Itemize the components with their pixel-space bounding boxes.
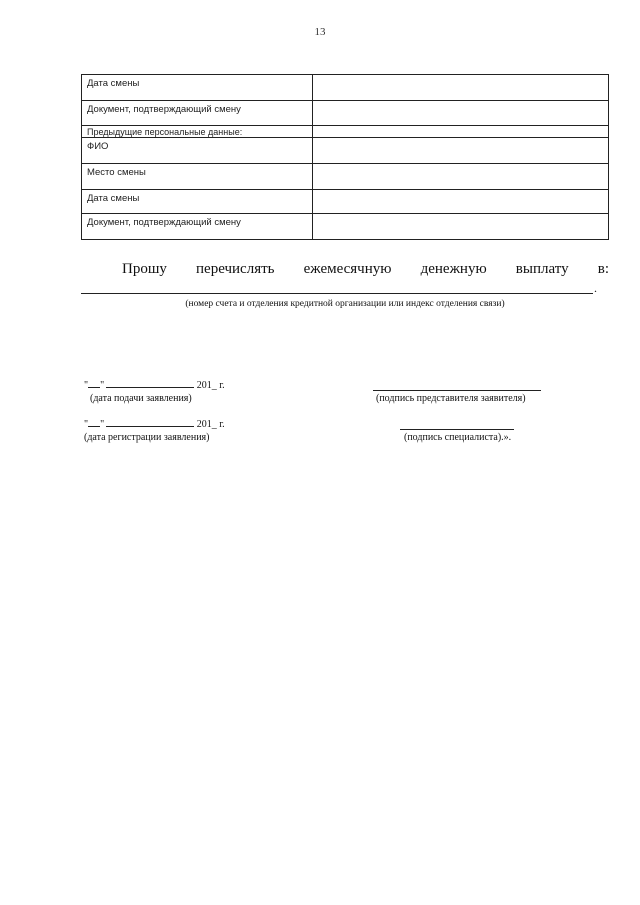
quote-close: " (100, 380, 105, 391)
row-value-field[interactable] (313, 138, 609, 164)
day-blank[interactable] (88, 426, 100, 427)
table-row (82, 138, 609, 164)
row-value-field[interactable] (313, 75, 609, 101)
request-word: выплату (515, 261, 569, 277)
month-blank[interactable] (106, 426, 194, 427)
request-word: перечислять (196, 261, 275, 277)
quote-open: " (84, 380, 89, 391)
specialist-signature-caption: (подпись специалиста).». (404, 432, 512, 443)
page-number: 13 (314, 26, 326, 38)
row-value-field[interactable] (313, 214, 609, 240)
row-label: Документ, подтверждающий смену (82, 214, 313, 240)
row-label: Место смены (82, 164, 313, 190)
account-number-field[interactable] (81, 293, 593, 294)
specialist-signature-field[interactable] (400, 429, 514, 430)
request-word: ежемесячную (303, 261, 392, 277)
account-line-dot: . (594, 281, 597, 295)
request-word: денежную (420, 261, 487, 277)
year-label: 201_ г. (196, 419, 225, 430)
payment-request-sentence (122, 261, 609, 278)
application-date-field[interactable] (84, 380, 225, 391)
request-word: в: (597, 261, 609, 277)
registration-date-field[interactable] (84, 419, 225, 430)
month-blank[interactable] (106, 387, 194, 388)
row-value-field[interactable] (313, 190, 609, 214)
year-label: 201_ г. (196, 380, 225, 391)
account-caption: (номер счета и отделения кредитной организации или индекс отделения связи) (185, 299, 505, 309)
section-label: Предыдущие персональные данные: (82, 126, 313, 138)
request-word: Прошу (122, 261, 167, 277)
application-date-caption: (дата подачи заявления) (90, 393, 192, 404)
table-row (82, 75, 609, 101)
quote-close: " (100, 419, 105, 430)
applicant-signature-caption: (подпись представителя заявителя) (376, 393, 526, 404)
table-row (82, 101, 609, 126)
personal-data-table (81, 74, 609, 240)
quote-open: " (84, 419, 89, 430)
row-label: Документ, подтверждающий смену (82, 101, 313, 126)
row-label: ФИО (82, 138, 313, 164)
table-row (82, 214, 609, 240)
row-value-field[interactable] (313, 164, 609, 190)
row-value-field (313, 126, 609, 138)
registration-date-caption: (дата регистрации заявления) (84, 432, 210, 443)
table-row (82, 126, 609, 138)
day-blank[interactable] (88, 387, 100, 388)
table-row (82, 190, 609, 214)
row-value-field[interactable] (313, 101, 609, 126)
row-label: Дата смены (82, 190, 313, 214)
row-label: Дата смены (82, 75, 313, 101)
table-row (82, 164, 609, 190)
applicant-signature-field[interactable] (373, 390, 541, 391)
